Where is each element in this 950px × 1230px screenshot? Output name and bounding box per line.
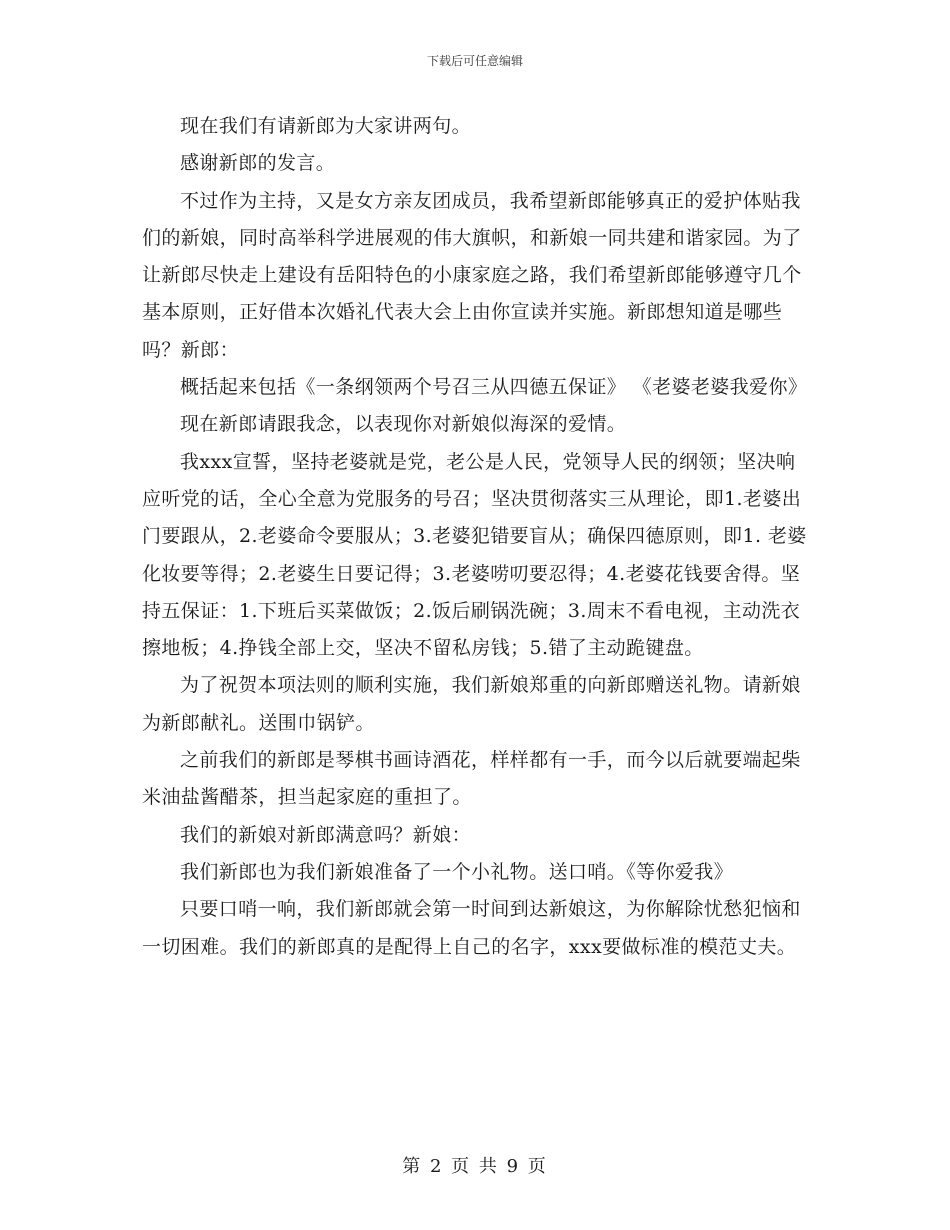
- paragraph: 为了祝贺本项法则的顺利实施，我们新娘郑重的向新郎赠送礼物。请新娘为新郎献礼。送围巾锅铲。: [142, 674, 801, 734]
- paragraph: 之前我们的新郎是琴棋书画诗酒花，样样都有一手，而今以后就要端起柴米油盐酱醋茶，担当起家庭的重担了。: [142, 749, 801, 809]
- document-body: [142, 108, 812, 966]
- page-number: 第 2 页 共 9 页: [402, 1156, 548, 1177]
- paragraph: 我xxx宣誓，坚持老婆就是党，老公是人民，党领导人民的纲领；坚决响应听党的话，全心全意为党服务的号召；坚决贯彻落实三从理论，即1.老婆出门要跟从，2.老婆命令要服从；3.老婆犯错要盲从；确保四德原则，即1. 老婆化妆要等得；2.老婆生日要记得；3.老婆唠叨要忍得；4.老婆花钱要舍得。坚持五保证：1.下班后买菜做饭；2.饭后刷锅洗碗；3.周末不看电视，主动洗衣擦地板；4.挣钱全部上交，坚决不留私房钱；5.错了主动跪键盘。: [142, 450, 807, 660]
- paragraph: 感谢新郎的发言。: [180, 152, 336, 175]
- paragraph: 现在新郎请跟我念，以表现你对新娘似海深的爱情。: [180, 413, 627, 436]
- paragraph: 概括起来包括《一条纲领两个号召三从四德五保证》 《老婆老婆我爱你》: [180, 376, 808, 399]
- paragraph: 只要口哨一响，我们新郎就会第一时间到达新娘这，为你解除忧愁犯恼和一切困难。我们的新郎真的是配得上自己的名字，xxx要做标准的模范丈夫。: [142, 898, 801, 958]
- page-header: 下载后可任意编辑: [426, 54, 523, 68]
- paragraph: 不过作为主持，又是女方亲友团成员，我希望新郎能够真正的爱护体贴我们的新娘，同时高举科学进展观的伟大旗帜，和新娘一同共建和谐家园。为了让新郎尽快走上建设有岳阳特色的小康家庭之路，我们希望新郎能够遵守几个基本原则，正好借本次婚礼代表大会上由你宣读并实施。新郎想知道是哪些吗？新郎：: [142, 189, 802, 361]
- paragraph: 我们的新娘对新郎满意吗？新娘：: [180, 823, 472, 846]
- paragraph: 现在我们有请新郎为大家讲两句。: [180, 115, 472, 137]
- paragraph: 我们新郎也为我们新娘准备了一个小礼物。送口哨。《等你爱我》: [180, 860, 734, 883]
